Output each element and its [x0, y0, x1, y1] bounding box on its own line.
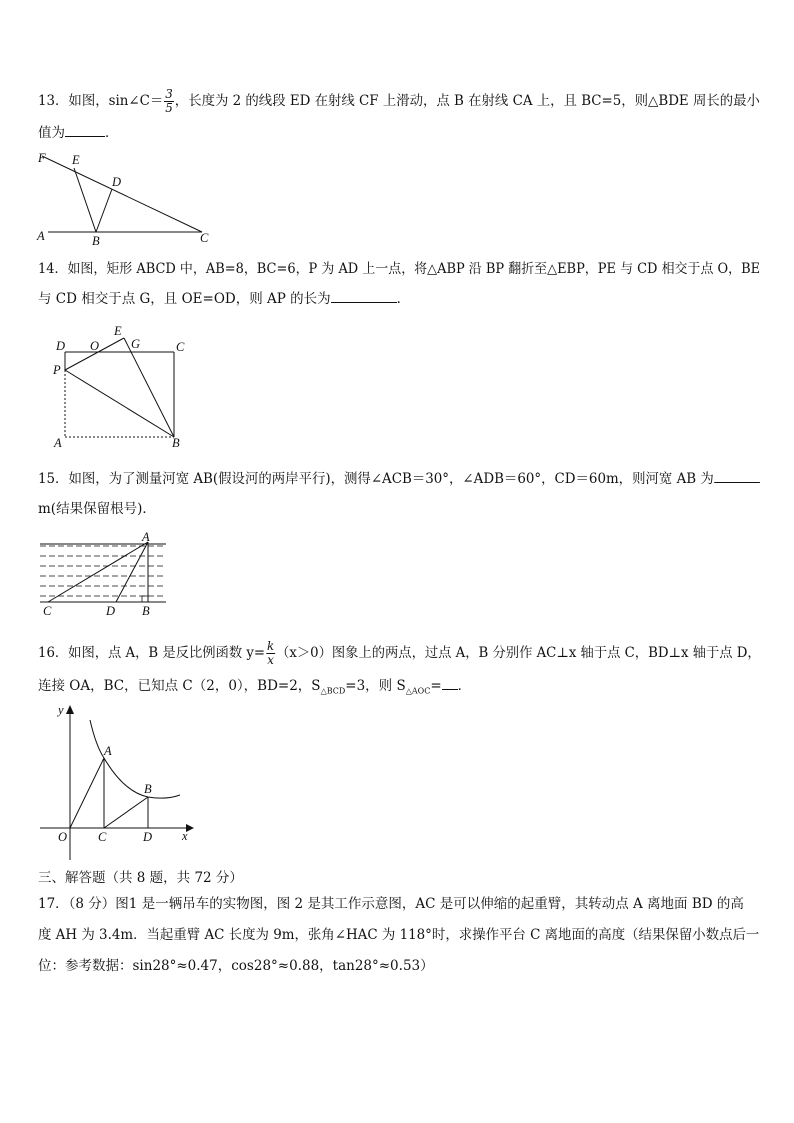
q15-text-a: 15．如图，为了测量河宽 AB(假设河的两岸平行)，测得∠ACB＝30°，∠ADB＝60°，CD＝60m，则河宽 AB 为 [38, 471, 714, 487]
q16-sub-bcd: △BCD [320, 686, 346, 696]
q15-seg-AC [48, 542, 148, 602]
q16-label-C: C [98, 830, 107, 844]
q13-frac-num: 3 [165, 87, 173, 101]
q13-label-C: C [200, 231, 209, 245]
q16-sub-aoc: △AOC [405, 686, 431, 696]
q13-frac-den: 5 [165, 101, 173, 115]
q13-label-E: E [72, 153, 80, 167]
q13-answer-blank [65, 124, 105, 137]
q17-text-c: 位：参考数据：sin28°≈0.47，cos28°≈0.88，tan28°≈0.53） [38, 958, 434, 974]
q14-text-c: ． [396, 291, 411, 307]
q13-text-d: ． [105, 125, 119, 141]
q16-fraction [266, 640, 275, 667]
q13-text-a: 13．如图，sin∠C＝ [38, 93, 164, 109]
q13-label-B: B [92, 234, 100, 248]
q15-label-B: B [142, 604, 150, 618]
q16-seg-BC [104, 797, 148, 828]
q16-label-B: B [144, 782, 152, 796]
q14-figure [48, 322, 198, 452]
q13-seg-BE [74, 168, 96, 232]
q16-text-c: 连接 OA，BC，已知点 C（2，0），BD=2，S [38, 678, 321, 694]
q16-text-b: （x＞0）图象上的两点，过点 A，B 分别作 AC⊥x 轴于点 C，BD⊥x 轴于点 D， [276, 645, 761, 661]
q15-text-b: m(结果保留根号)． [38, 501, 156, 517]
q16-frac-num: k [266, 639, 275, 653]
q14-line-1 [38, 260, 760, 278]
q14-label-O: O [90, 339, 100, 353]
q15-label-A: A [142, 530, 150, 544]
q13-seg-BD [96, 189, 112, 232]
q15-right-angle [142, 596, 148, 602]
q14-label-D: D [56, 339, 66, 353]
q14-answer-blank [331, 290, 397, 303]
q16-label-y: y [58, 703, 64, 717]
q16-text-d: =3，则 S [345, 678, 406, 694]
q16-seg-OA [70, 758, 104, 828]
q14-label-E: E [114, 324, 122, 338]
q16-label-x: x [182, 829, 188, 843]
q14-label-A: A [54, 436, 62, 450]
q17-line-1 [38, 895, 744, 913]
q15-label-C: C [43, 604, 52, 618]
q16-line-1 [38, 640, 761, 667]
q16-text-e: = [430, 678, 442, 694]
q16-text-f: ． [457, 678, 472, 694]
q15-river-hatching [40, 546, 166, 596]
q14-text-b: 与 CD 相交于点 G，且 OE=OD，则 AP 的长为 [38, 291, 331, 307]
q15-figure [36, 530, 186, 620]
q13-text-c: 值为 [38, 125, 65, 141]
q14-text-a: 14．如图，矩形 ABCD 中，AB=8，BC=6，P 为 AD 上一点，将△ABP 沿 BP 翻折至△EBP，PE 与 CD 相交于点 O，BE [38, 261, 761, 277]
q16-text-a: 16．如图，点 A，B 是反比例函数 y= [38, 645, 265, 661]
q14-label-B: B [172, 436, 180, 450]
q17-text-b: 度 AH 为 3.4m．当起重臂 AC 长度为 9m，张角∠HAC 为 118°时，求操作平台 C 离地面的高度（结果保留小数点后一 [38, 927, 760, 943]
q16-answer-blank [442, 677, 458, 690]
q16-label-O: O [58, 830, 68, 844]
q13-fraction [164, 88, 174, 115]
q13-text-b: ，长度为 2 的线段 ED 在射线 CF 上滑动，点 B 在射线 CA 上，且 BC=5，则△BDE 周长的最小 [174, 93, 760, 109]
q16-label-D: D [143, 830, 153, 844]
q16-frac-den: x [267, 653, 274, 667]
section-heading: 三、解答题（共 8 题，共 72 分） [38, 870, 243, 886]
q14-seg-PB [65, 370, 174, 437]
q16-figure [34, 700, 204, 865]
q15-seg-AD [116, 542, 148, 602]
q15-label-D: D [106, 604, 116, 618]
q15-line-1 [38, 470, 759, 488]
q15-answer-blank [714, 470, 760, 483]
q15-line-2 [38, 500, 156, 518]
q13-ray-CF [42, 156, 202, 232]
q14-line-2 [38, 290, 410, 308]
q13-line-1 [38, 88, 760, 115]
q13-figure [30, 146, 230, 246]
q17-line-2 [38, 926, 759, 944]
q16-line-2 [38, 677, 471, 701]
q16-y-arrow [66, 705, 74, 714]
q13-line-2 [38, 124, 119, 142]
q14-label-G: G [131, 337, 141, 351]
q17-line-3 [38, 957, 434, 975]
q14-label-P: P [53, 363, 61, 377]
q16-label-A: A [104, 744, 112, 758]
q13-label-A: A [37, 229, 45, 243]
q13-label-D: D [112, 175, 122, 189]
q17-text-a: 17．（8 分）图1 是一辆吊车的实物图，图 2 是其工作示意图，AC 是可以伸缩的起重臂，其转动点 A 离地面 BD 的高 [38, 896, 744, 912]
q13-label-F: F [38, 151, 46, 165]
q14-label-C: C [176, 340, 185, 354]
